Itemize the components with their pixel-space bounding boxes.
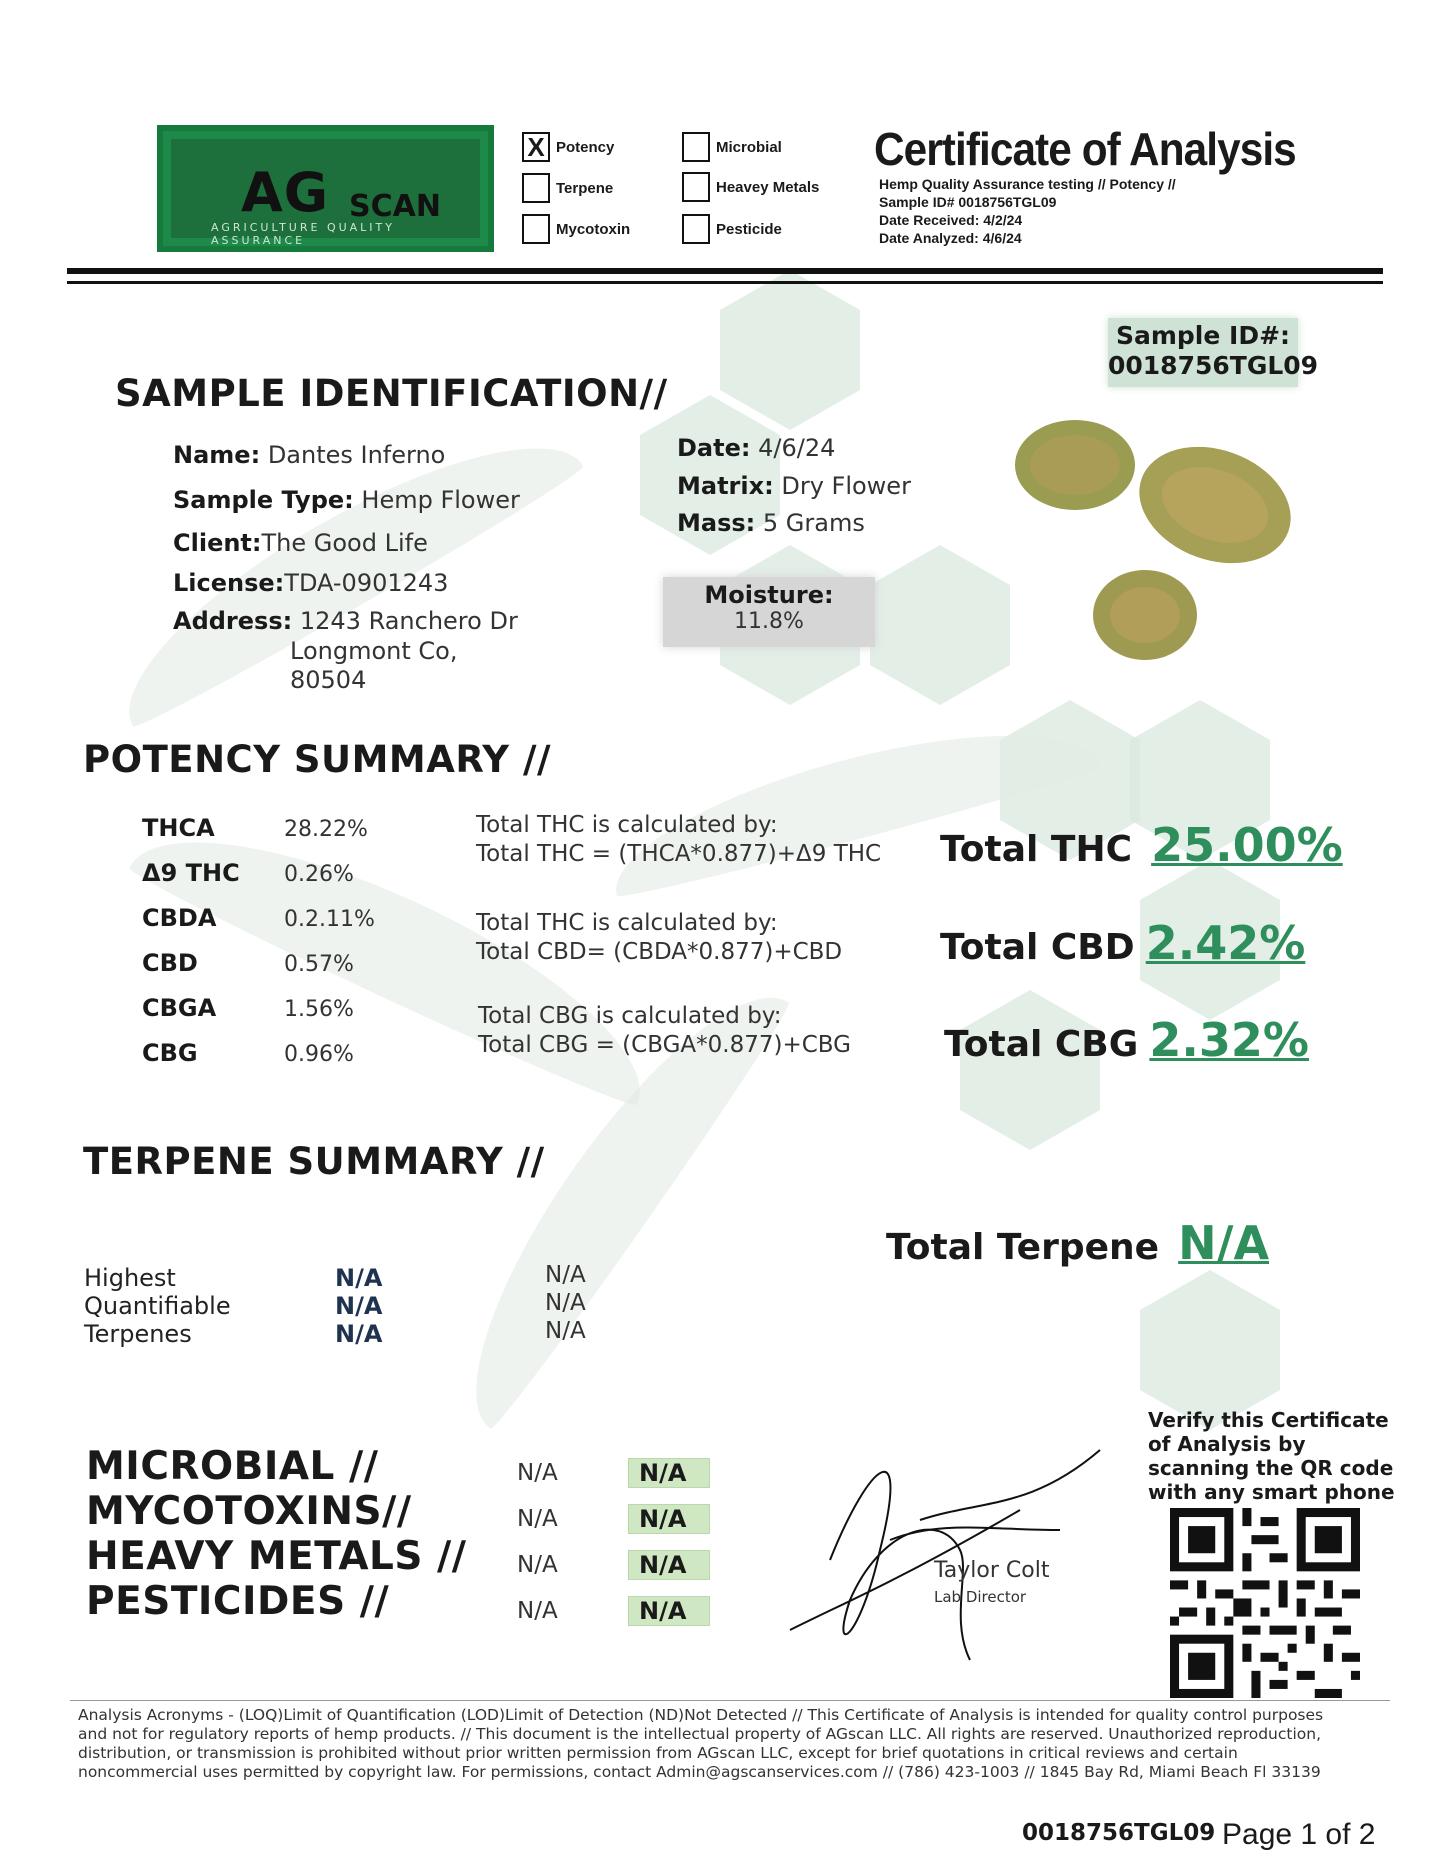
- checkbox-label: Terpene: [556, 179, 614, 197]
- total-cbd: [940, 916, 1305, 970]
- terpene-labels: [84, 1264, 231, 1348]
- checkbox-label: Mycotoxin: [556, 220, 631, 238]
- mass-row: [677, 509, 865, 537]
- matrix-label: Matrix:: [677, 472, 774, 500]
- total-value: 2.42%: [1145, 916, 1306, 970]
- total-cbg: [944, 1013, 1309, 1067]
- test-result-badge: N/A: [628, 1550, 710, 1580]
- total-thc: [940, 818, 1343, 872]
- terpene-na: N/A: [545, 1318, 586, 1344]
- date-value: 4/6/24: [758, 434, 836, 462]
- checkbox-box: [682, 132, 710, 162]
- potency-row: [142, 942, 375, 987]
- name-row: [173, 441, 445, 469]
- moisture-value: 11.8%: [734, 609, 804, 634]
- signer-title: Lab Director: [934, 1588, 1027, 1606]
- total-terpene-value: N/A: [1178, 1216, 1270, 1270]
- potency-row: [142, 1032, 375, 1077]
- calc-formula: Total CBD= (CBDA*0.877)+CBD: [476, 939, 843, 965]
- checkbox-label: Microbial: [716, 138, 782, 156]
- calc-thc: [476, 811, 881, 869]
- test-label: HEAVY METALS //: [86, 1534, 467, 1579]
- hemp-flower-image: [1005, 410, 1325, 680]
- sample-type-value: Hemp Flower: [361, 486, 520, 514]
- verify-line: scanning the QR code: [1148, 1456, 1394, 1480]
- license-label: License:: [173, 569, 285, 597]
- client-row: [173, 529, 428, 557]
- date-row: [677, 434, 835, 462]
- terpene-na: N/A: [335, 1292, 383, 1320]
- sample-type-row: [173, 486, 520, 514]
- checkbox-box: [682, 172, 710, 202]
- checkbox-potency[interactable]: [522, 132, 614, 162]
- potency-row: [142, 852, 375, 897]
- footer-disclaimer: [78, 1706, 1378, 1782]
- calc-title: Total THC is calculated by:: [476, 910, 778, 936]
- potency-row: [142, 897, 375, 942]
- moisture-box: [663, 577, 875, 647]
- header-rule-thick: [67, 268, 1383, 274]
- page-number: Page 1 of 2: [1222, 1818, 1376, 1851]
- test-result-badge: N/A: [628, 1504, 710, 1534]
- terpene-label: Quantifiable: [84, 1292, 231, 1320]
- checkbox-heavy-metals[interactable]: [682, 172, 819, 202]
- agscan-logo: [157, 125, 494, 252]
- checkbox-box: X: [522, 132, 550, 162]
- checkbox-box: [682, 214, 710, 244]
- calc-title: Total THC is calculated by:: [476, 812, 778, 838]
- date-label: Date:: [677, 434, 751, 462]
- cannabinoid-name: Δ9 THC: [142, 859, 240, 887]
- checkbox-microbial[interactable]: [682, 132, 782, 162]
- address-line: 80504: [290, 666, 367, 694]
- header-rule-thin: [67, 281, 1383, 284]
- test-label: PESTICIDES //: [86, 1579, 390, 1624]
- terpene-na: N/A: [335, 1264, 383, 1292]
- terpene-na: N/A: [335, 1320, 383, 1348]
- terpene-label: Highest: [84, 1264, 176, 1292]
- address-line: 1243 Ranchero Dr: [299, 607, 518, 635]
- logo-tagline: AGRICULTURE QUALITY ASSURANCE: [211, 221, 395, 247]
- potency-row: [142, 987, 375, 1032]
- signer-name: Taylor Colt: [934, 1558, 1050, 1583]
- test-label: MYCOTOXINS//: [86, 1489, 412, 1534]
- logo-scan-text: SCAN: [349, 189, 441, 224]
- total-terpene: [886, 1216, 1269, 1270]
- coa-line: Date Analyzed: 4/6/24: [879, 230, 1022, 246]
- coa-subinfo: [879, 175, 1176, 247]
- name-label: Name:: [173, 441, 261, 469]
- sample-id-label: Sample ID#:: [1115, 321, 1291, 350]
- test-result-a: N/A: [517, 1506, 558, 1532]
- footer-rule: [70, 1700, 1390, 1701]
- checkbox-label: Heavey Metals: [716, 178, 820, 196]
- calc-title: Total CBG is calculated by:: [478, 1003, 782, 1029]
- total-value: 25.00%: [1151, 818, 1343, 872]
- footer-sample-id: 0018756TGL09: [1022, 1820, 1216, 1846]
- signature-stroke: [790, 1450, 1100, 1660]
- flower-bud: [1030, 435, 1120, 495]
- cannabinoid-value: 0.26%: [284, 862, 354, 887]
- matrix-value: Dry Flower: [781, 472, 911, 500]
- test-result-a: N/A: [517, 1598, 558, 1624]
- footer-line: distribution, or transmission is prohibited without prior written permission from AGscan LLC, except for brief quotations in critical reviews and certain: [78, 1744, 1238, 1762]
- calc-cbd: [476, 909, 842, 967]
- cannabinoid-name: CBG: [142, 1039, 198, 1067]
- verify-line: with any smart phone: [1148, 1480, 1395, 1504]
- verify-text: [1148, 1408, 1395, 1504]
- cannabinoid-name: THCA: [142, 814, 215, 842]
- cannabinoid-name: CBDA: [142, 904, 217, 932]
- terpene-label: Terpenes: [84, 1320, 192, 1348]
- cannabinoid-value: 1.56%: [284, 997, 354, 1022]
- cannabinoid-name: CBD: [142, 949, 198, 977]
- verify-line: of Analysis by: [1148, 1432, 1306, 1456]
- checkbox-mycotoxin[interactable]: [522, 214, 630, 244]
- total-label: Total THC: [940, 829, 1132, 870]
- total-label: Total CBG: [944, 1024, 1139, 1065]
- hexagon-decor: [720, 270, 860, 430]
- matrix-row: [677, 472, 911, 500]
- license-value: TDA-0901243: [284, 569, 449, 597]
- footer-line: noncommercial uses permitted by copyright law. For permissions, contact Admin@agscanservices.com // (786) 423-1003 // 1845 Bay Rd, Miami Beach Fl 33139: [78, 1763, 1321, 1781]
- test-result-a: N/A: [517, 1552, 558, 1578]
- footer-line: Analysis Acronyms - (LOQ)Limit of Quantification (LOD)Limit of Detection (ND)Not Detected // This Certificate of Analysis is intended for quality control purposes: [78, 1706, 1324, 1724]
- client-value: The Good Life: [261, 529, 428, 557]
- terpene-na: N/A: [545, 1290, 586, 1316]
- address-row: [173, 607, 518, 635]
- checkbox-box: [522, 214, 550, 244]
- checkbox-pesticide[interactable]: [682, 214, 782, 244]
- checkbox-label: Potency: [556, 138, 615, 156]
- test-result-a: N/A: [517, 1460, 558, 1486]
- test-label: MICROBIAL //: [86, 1444, 379, 1489]
- tests-section: [86, 1444, 467, 1624]
- client-label: Client:: [173, 529, 262, 557]
- moisture-label: Moisture:: [704, 581, 834, 609]
- terpene-col2: [545, 1261, 586, 1345]
- potency-summary-heading: POTENCY SUMMARY //: [83, 738, 552, 781]
- total-label: Total CBD: [940, 927, 1135, 968]
- hexagon-decor: [870, 545, 1010, 705]
- coa-line: Hemp Quality Assurance testing // Potency //: [879, 176, 1176, 192]
- sample-id-value: 0018756TGL09: [1108, 351, 1319, 380]
- coa-title: Certificate of Analysis: [874, 123, 1296, 175]
- address-line: Longmont Co,: [290, 637, 458, 665]
- potency-table: [142, 807, 375, 1077]
- test-result-badge: N/A: [628, 1596, 710, 1626]
- coa-line: Sample ID# 0018756TGL09: [879, 194, 1057, 210]
- coa-line: Date Received: 4/2/24: [879, 212, 1023, 228]
- cannabinoid-value: 28.22%: [284, 817, 368, 842]
- terpene-na: N/A: [545, 1262, 586, 1288]
- checkbox-label: Pesticide: [716, 220, 782, 238]
- total-value: 2.32%: [1149, 1013, 1309, 1067]
- mass-label: Mass:: [677, 509, 756, 537]
- qr-code[interactable]: [1170, 1508, 1360, 1698]
- flower-bud: [1110, 587, 1180, 643]
- cannabinoid-value: 0.57%: [284, 952, 354, 977]
- sample-identification-heading: SAMPLE IDENTIFICATION//: [115, 372, 668, 415]
- checkbox-terpene[interactable]: [522, 173, 613, 203]
- signature-scribble: [770, 1400, 1170, 1690]
- license-row: [173, 569, 448, 597]
- checkbox-box: [522, 173, 550, 203]
- calc-formula: Total CBG = (CBGA*0.877)+CBG: [478, 1032, 851, 1058]
- logo-ag-text: AG: [241, 161, 330, 224]
- terpene-col1: [335, 1264, 382, 1348]
- footer-line: and not for regulatory reports of hemp products. // This document is the intellectual property of AGscan LLC. All rights are reserved. Unauthorized reproduction,: [78, 1725, 1322, 1743]
- calc-cbg: [478, 1002, 851, 1060]
- verify-line: Verify this Certificate: [1148, 1408, 1389, 1432]
- name-value: Dantes Inferno: [267, 441, 446, 469]
- total-terpene-label: Total Terpene: [886, 1227, 1160, 1268]
- potency-row: [142, 807, 375, 852]
- terpene-summary-heading: TERPENE SUMMARY //: [83, 1140, 545, 1183]
- sample-type-label: Sample Type:: [173, 486, 354, 514]
- address-label: Address:: [173, 607, 293, 635]
- test-result-badge: N/A: [628, 1458, 710, 1488]
- sample-id-badge: [1108, 318, 1319, 387]
- cannabinoid-value: 0.2.11%: [284, 907, 375, 932]
- calc-formula: Total THC = (THCA*0.877)+Δ9 THC: [476, 841, 882, 867]
- cannabinoid-name: CBGA: [142, 994, 217, 1022]
- cannabinoid-value: 0.96%: [284, 1042, 354, 1067]
- mass-value: 5 Grams: [762, 509, 865, 537]
